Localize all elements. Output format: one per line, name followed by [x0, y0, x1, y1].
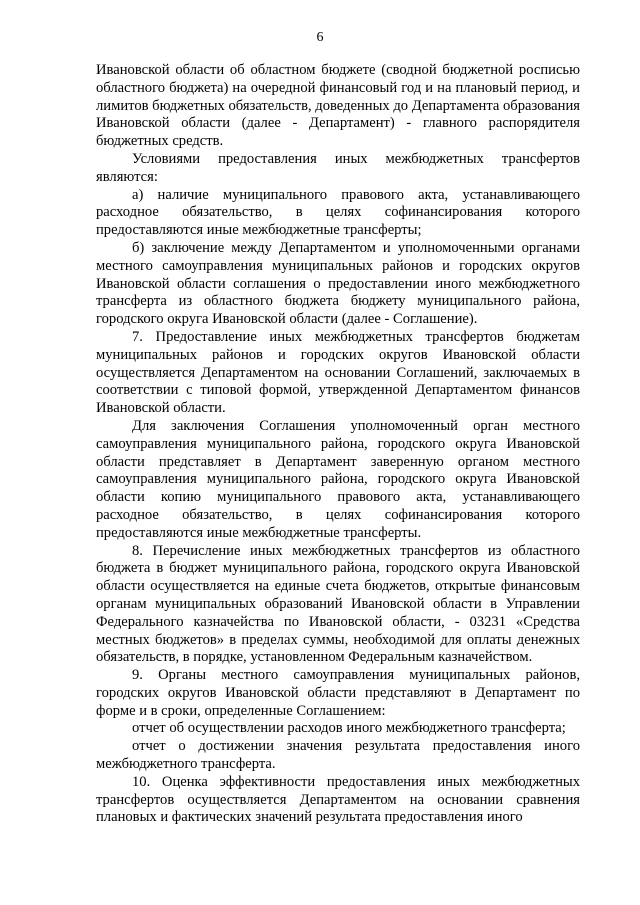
paragraph-condition-a: а) наличие муниципального правового акта, устанавливающего расходное обязательство, в целях софинансирования которого предоставляются иные межбюджетные трансферты;: [96, 186, 580, 239]
paragraph-item-7: 7. Предоставление иных межбюджетных трансфертов бюджетам муниципальных районов и городских округов Ивановской области осуществляется Департаментом на основании Соглашений, заключаемых в соответствии с типовой формой, утвержденной Департаментом финансов Ивановской области.: [96, 328, 580, 417]
paragraph-agreement-docs: Для заключения Соглашения уполномоченный орган местного самоуправления муниципального района, городского округа Ивановской области представляет в Департамент заверенную органом местного самоуправления муниципального района, городского округа Ивановской области копию муниципального правового акта, устанавливающего расходное обязательство, в целях софинансирования которого предоставляются иные межбюджетные трансферты.: [96, 417, 580, 541]
paragraph-conditions-intro: Условиями предоставления иных межбюджетных трансфертов являются:: [96, 150, 580, 185]
paragraph-budget-limits: Ивановской области об областном бюджете (сводной бюджетной росписью областного бюджета) на очередной финансовый год и на плановый период, и лимитов бюджетных обязательств, доведенных до Департамента образования Ивановской области (далее - Департамент) - главного распорядителя бюджетных средств.: [96, 62, 580, 150]
paragraph-item-10: 10. Оценка эффективности предоставления иных межбюджетных трансфертов осуществляется Департаментом на основании сравнения плановых и фактических значений результата предоставления иного: [96, 773, 580, 826]
paragraph-report-result: отчет о достижении значения результата предоставления иного межбюджетного трансферта.: [96, 738, 580, 773]
paragraph-condition-b: б) заключение между Департаментом и уполномоченными органами местного самоуправления муниципальных районов и городских округов Ивановской области соглашения о предоставлении иного межбюджетного трансферта из областного бюджета бюджету муниципального района, городского округа Ивановской области (далее - Соглашение).: [96, 239, 580, 328]
page-number: 6: [316, 30, 324, 45]
paragraph-item-8: 8. Перечисление иных межбюджетных трансфертов из областного бюджета в бюджет муниципального района, городского округа Ивановской области осуществляется на единые счета бюджетов, открытые финансовым органам муниципальных образований Ивановской области в Управлении Федерального казначейства по Ивановской области, - 03231 «Средства местных бюджетов» в пределах суммы, необходимой для оплаты денежных обязательств, в порядке, установленном Федеральным казначейством.: [96, 542, 580, 666]
document-body: [96, 62, 580, 827]
paragraph-report-expenses: отчет об осуществлении расходов иного межбюджетного трансферта;: [132, 720, 566, 737]
paragraph-item-9: 9. Органы местного самоуправления муниципальных районов, городских округов Ивановской области представляют в Департамент по форме и в сроки, определенные Соглашением:: [96, 667, 580, 719]
